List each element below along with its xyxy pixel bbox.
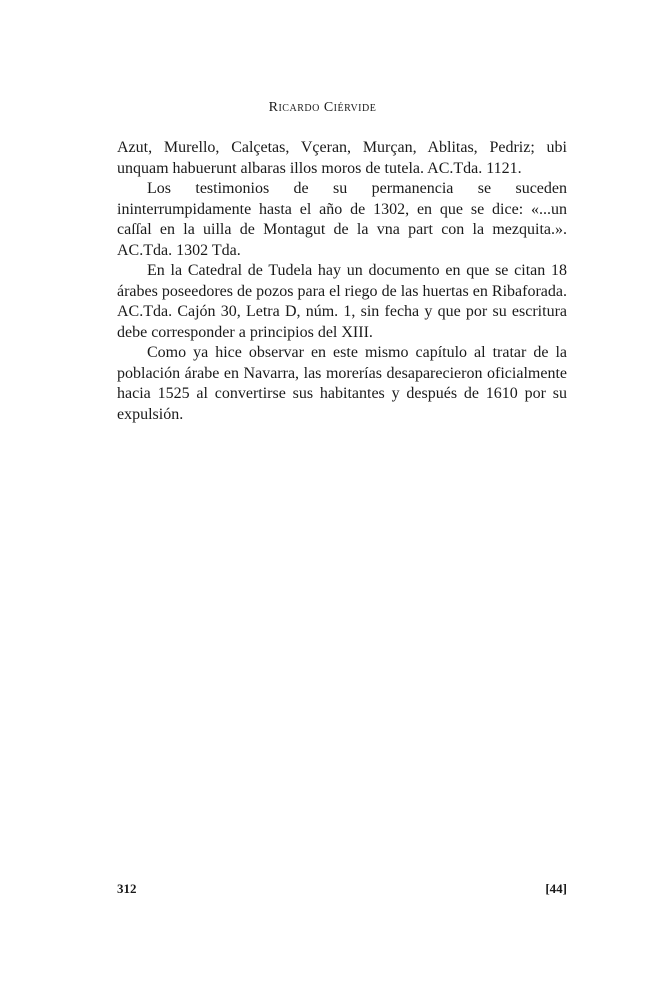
paragraph-1: Azut, Murello, Calçetas, Vçeran, Murçan, Ablitas, Pedriz; ubi unquam habuerunt albaras illos moros de tutela. AC.Tda. 1121. bbox=[117, 139, 567, 177]
running-head: Ricardo Ciérvide bbox=[268, 100, 377, 115]
page-number: 312 bbox=[117, 881, 137, 896]
paragraph-3: En la Catedral de Tudela hay un documento en que se citan 18 árabes poseedores de pozos para el riego de las huertas en Ribaforada. AC.Tda. Cajón 30, Letra D, núm. 1, sin fecha y que por su escritura debe corresponder a principios del XIII. bbox=[117, 262, 567, 341]
section-number: [44] bbox=[545, 881, 567, 896]
body-text bbox=[117, 138, 567, 425]
paragraph-4: Como ya hice observar en este mismo capítulo al tratar de la población árabe en Navarra, las morerías desaparecieron oficialmente hacia 1525 al convertirse sus habitantes y después de 1610 por su expulsión. bbox=[117, 344, 567, 423]
paragraph-2: Los testimonios de su permanencia se suceden ininterrumpidamente hasta el año de 1302, en que se dice: «...un caſſal en la uilla de Montagut de la vna part con la mezquita.». AC.Tda. 1302 Tda. bbox=[117, 180, 567, 259]
